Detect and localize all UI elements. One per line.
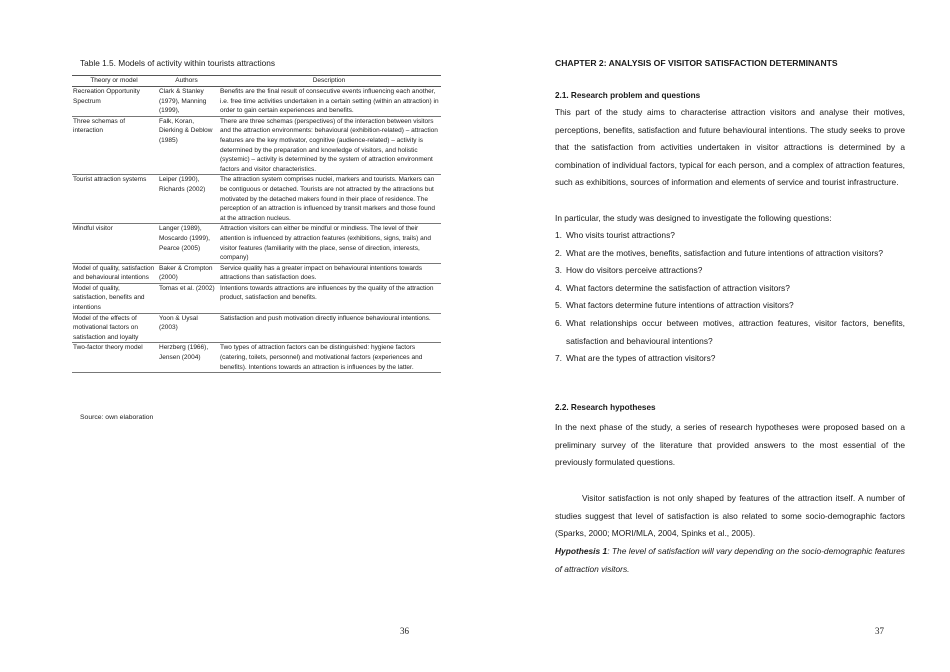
column-header-description: Description xyxy=(217,76,441,87)
list-item xyxy=(555,280,905,298)
table-title: Table 1.5. Models of activity within tourists attractions xyxy=(80,58,276,68)
description-cell: Two types of attraction factors can be distinguished: hygiene factors (catering, toilets, personnel) and motivational factors (experiences and benefits). Intentions towards an attraction is influences by the latter. xyxy=(217,343,441,373)
table-row xyxy=(72,116,441,175)
question-number: 2. xyxy=(555,247,562,258)
description-cell: Satisfaction and push motivation directly influence behavioural intentions. xyxy=(217,313,441,343)
question-text: Who visits tourist attractions? xyxy=(566,230,675,240)
section-heading-hypotheses: 2.2. Research hypotheses xyxy=(555,403,656,412)
description-cell: Attraction visitors can either be mindful or mindless. The level of their attention is influenced by attraction features (exhibitions, signs, trails) and visitor features (familiarity with the place, sense of direction, interests, company) xyxy=(217,224,441,263)
hypothesis-label: Hypothesis 1 xyxy=(555,546,608,556)
authors-cell: Tomas et al. (2002) xyxy=(156,283,217,313)
question-number: 5. xyxy=(555,300,562,311)
column-header-authors: Authors xyxy=(156,76,217,87)
table-row xyxy=(72,283,441,313)
hypotheses-intro-paragraph: In the next phase of the study, a series of research hypotheses were proposed based on a preliminary survey of the literature that provided answers to the most essential of the previously formulated questions. xyxy=(555,422,905,468)
model-cell: Mindful visitor xyxy=(72,224,156,263)
question-text: What factors determine future intentions of attraction visitors? xyxy=(566,300,794,311)
description-cell: Intentions towards attractions are influences by the quality of the attraction product, satisfaction and benefits. xyxy=(217,283,441,313)
description-cell: The attraction system comprises nuclei, markers and tourists. Markers can be contiguous or detached. Tourists are not attracted by the attractions but motivated by the detached makers found in their place of residence. The perception of an attraction is influenced by transit markers and those found at the attraction nucleus. xyxy=(217,175,441,224)
model-cell: Model of the effects of motivational factors on satisfaction and loyalty xyxy=(72,313,156,343)
list-item xyxy=(555,245,905,263)
question-text: What are the types of attraction visitors? xyxy=(566,353,716,364)
list-item xyxy=(555,227,905,245)
question-text: What factors determine the satisfaction of attraction visitors? xyxy=(566,282,790,293)
authors-cell: Falk, Koran, Dierking & Deblow (1985) xyxy=(156,116,217,175)
table-source-note: Source: own elaboration xyxy=(80,414,154,421)
model-cell: Model of quality, satisfaction, benefits and intentions xyxy=(72,283,156,313)
authors-cell: Clark & Stanley (1979), Manning (1999), xyxy=(156,87,217,117)
column-header-model: Theory or model xyxy=(72,76,156,87)
questions-intro-paragraph: In particular, the study was designed to investigate the following questions: xyxy=(555,213,832,223)
authors-cell: Leiper (1990), Richards (2002) xyxy=(156,175,217,224)
models-table xyxy=(72,75,441,373)
question-text: What are the motives, benefits, satisfaction and future intentions of attraction visitors? xyxy=(566,247,884,258)
intro-paragraph: This part of the study aims to characterise attraction visitors and analyse their motives, perceptions, benefits, satisfaction and future behavioural intentions. The study seeks to prove that the satisfaction from activities undertaken in visitor attractions is determined by a combination of individual factors, typical for each person, and a complex of attraction features, such as exhibitions, sources of information and elements of service and tourist infrastructure. xyxy=(555,107,905,188)
hypothesis-text: : The level of satisfaction will vary depending on the socio-demographic features of attraction visitors. xyxy=(555,546,905,574)
hypothesis-1 xyxy=(555,543,905,578)
chapter-title: CHAPTER 2: ANALYSIS OF VISITOR SATISFACTION DETERMINANTS xyxy=(555,58,838,68)
table-body xyxy=(72,87,441,373)
model-cell: Recreation Opportunity Spectrum xyxy=(72,87,156,117)
list-item xyxy=(555,350,905,368)
question-number: 3. xyxy=(555,265,562,276)
table-row xyxy=(72,87,441,117)
research-questions-list xyxy=(555,227,905,368)
page-number-left: 36 xyxy=(400,626,409,636)
description-cell: Service quality has a greater impact on behavioural intentions towards attractions than satisfaction does. xyxy=(217,263,441,283)
satisfaction-paragraph: Visitor satisfaction is not only shaped by features of the attraction itself. A number of studies suggest that level of satisfaction is also related to some socio-demographic factors (Sparks, 2000; MORI/MLA, 2004, Spinks et al., 2005). xyxy=(555,493,905,539)
section-heading-research-problem: 2.1. Research problem and questions xyxy=(555,91,701,100)
question-number: 6. xyxy=(555,317,562,328)
question-text: How do visitors perceive attractions? xyxy=(566,265,703,276)
authors-cell: Yoon & Uysal (2003) xyxy=(156,313,217,343)
question-text: What relationships occur between motives, attraction features, visitor factors, benefits, satisfaction and behavioural intentions? xyxy=(566,317,905,346)
question-number: 1. xyxy=(555,230,562,240)
model-cell: Three schemas of interaction xyxy=(72,116,156,175)
authors-cell: Baker & Crompton (2000) xyxy=(156,263,217,283)
table-row xyxy=(72,175,441,224)
description-cell: There are three schemas (perspectives) of the interaction between visitors and the attraction environments: behavioural (exhibition-related) – attraction features are the key motivator, cognitive (audience-related) – activity is determined by the preparation and knowledge of visitors, and holistic (systemic) – activity is determined by the system of attraction environment factors and visitor characteristics. xyxy=(217,116,441,175)
right-page xyxy=(475,0,950,672)
authors-cell: Langer (1989), Moscardo (1999), Pearce (2005) xyxy=(156,224,217,263)
authors-cell: Herzberg (1966), Jensen (2004) xyxy=(156,343,217,373)
page-number-right: 37 xyxy=(875,626,884,636)
question-number: 4. xyxy=(555,282,562,293)
description-cell: Benefits are the final result of consecutive events influencing each another, i.e. free time activities undertaken in a certain setting (within an attraction) in order to gain certain experiences and benefits. xyxy=(217,87,441,117)
table-header-row xyxy=(72,76,441,87)
table-row xyxy=(72,224,441,263)
question-number: 7. xyxy=(555,353,562,364)
list-item xyxy=(555,297,905,315)
table-row xyxy=(72,263,441,283)
table-row xyxy=(72,343,441,373)
model-cell: Model of quality, satisfaction and behavioural intentions xyxy=(72,263,156,283)
list-item xyxy=(555,315,905,350)
model-cell: Tourist attraction systems xyxy=(72,175,156,224)
list-item xyxy=(555,262,905,280)
model-cell: Two-factor theory model xyxy=(72,343,156,373)
table-row xyxy=(72,313,441,343)
